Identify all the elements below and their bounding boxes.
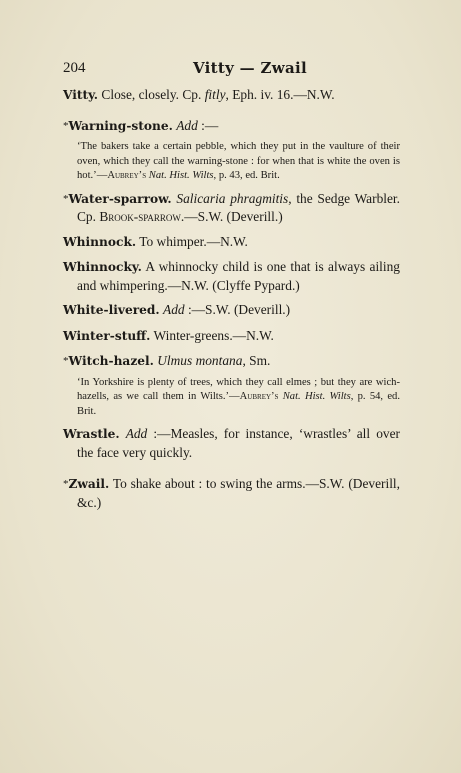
definition-italic: Add — [125, 426, 148, 441]
star-marker: * — [63, 355, 69, 367]
running-head: Vitty — Zwail — [193, 59, 307, 77]
quotation-source: Aubrey’s — [239, 391, 279, 402]
entry-whinnocky — [63, 258, 400, 294]
quotation-source: Aubrey’s — [107, 170, 147, 181]
entry-witch-hazel — [63, 352, 400, 371]
entry-whinnock — [63, 233, 400, 252]
quotation-source-title: Nat. Hist. Wilts — [148, 170, 214, 181]
entry-zwail — [63, 475, 400, 511]
headword: Whinnocky. — [63, 260, 142, 274]
headword: Zwail. — [68, 477, 110, 491]
definition: A whinnocky child is one that is always ailing and whimpering.—N.W. (Clyffe Pypard.) — [77, 259, 401, 293]
definition: Winter-greens.—N.W. — [153, 327, 274, 343]
definition: :— — [197, 117, 219, 133]
page-header — [63, 60, 399, 80]
headword: Witch-hazel. — [68, 354, 154, 368]
definition: , the Sedge Warbler. Cp. — [77, 190, 400, 224]
headword: Wrastle. — [63, 427, 120, 441]
cross-reference: Brook-sparrow — [99, 209, 181, 224]
definition-italic: fitly — [204, 87, 226, 102]
entry-white-livered — [63, 301, 400, 320]
definition: :—Measles, for instance, ‘wrastles’ all over the face very quickly. — [77, 426, 400, 460]
entry-wrastle — [63, 425, 400, 461]
definition: .—S.W. (Deverill.) — [180, 209, 283, 224]
quotation-text: ‘The bakers take a certain pebble, which they put in the vaulture of their oven, which they call the warning-stone : for when that is white the oven is hot.’— — [77, 141, 400, 181]
definition: :—S.W. (Deverill.) — [184, 302, 291, 317]
definition-italic: Ulmus montana — [157, 353, 243, 368]
definition-italic: Add — [176, 117, 198, 133]
headword: Whinnock. — [63, 234, 137, 249]
entry-vitty — [63, 86, 400, 105]
quotation-source-title: Nat. Hist. Wilts — [282, 391, 351, 402]
star-marker: * — [63, 119, 69, 132]
quotation-block — [77, 376, 400, 420]
quotation-text: ‘In Yorkshire is plenty of trees, which they call elmes ; but they are wich-hazells, as we call them in Wilts.’— — [77, 376, 400, 402]
headword: White-livered. — [63, 303, 160, 317]
quotation-source-tail: , p. 43, ed. Brit. — [213, 170, 280, 181]
quotation-source-tail: , p. 54, ed. Brit. — [77, 391, 400, 417]
entry-warning-stone — [63, 117, 400, 136]
headword: Warning-stone. — [68, 118, 173, 133]
definition: To whimper.—N.W. — [139, 233, 248, 249]
entry-winter-stuff — [63, 327, 400, 346]
page-number: 204 — [63, 60, 86, 76]
quotation-block — [77, 140, 400, 184]
definition: To shake about : to swing the arms.—S.W. (Deverill, &c.) — [77, 476, 401, 510]
definition-italic: Add — [163, 302, 185, 317]
star-marker: * — [63, 478, 69, 490]
definition-italic: Salicaria phragmitis — [176, 190, 289, 206]
definition: Close, closely. Cp. — [101, 87, 205, 102]
headword: Water-sparrow. — [68, 191, 172, 206]
definition: , Eph. iv. 16.—N.W. — [225, 87, 335, 102]
definition: , Sm. — [242, 353, 271, 368]
glossary-content — [63, 86, 400, 518]
headword: Winter-stuff. — [63, 328, 151, 343]
star-marker: * — [63, 192, 69, 205]
headword: Vitty. — [63, 88, 99, 102]
entry-water-sparrow — [63, 190, 400, 226]
